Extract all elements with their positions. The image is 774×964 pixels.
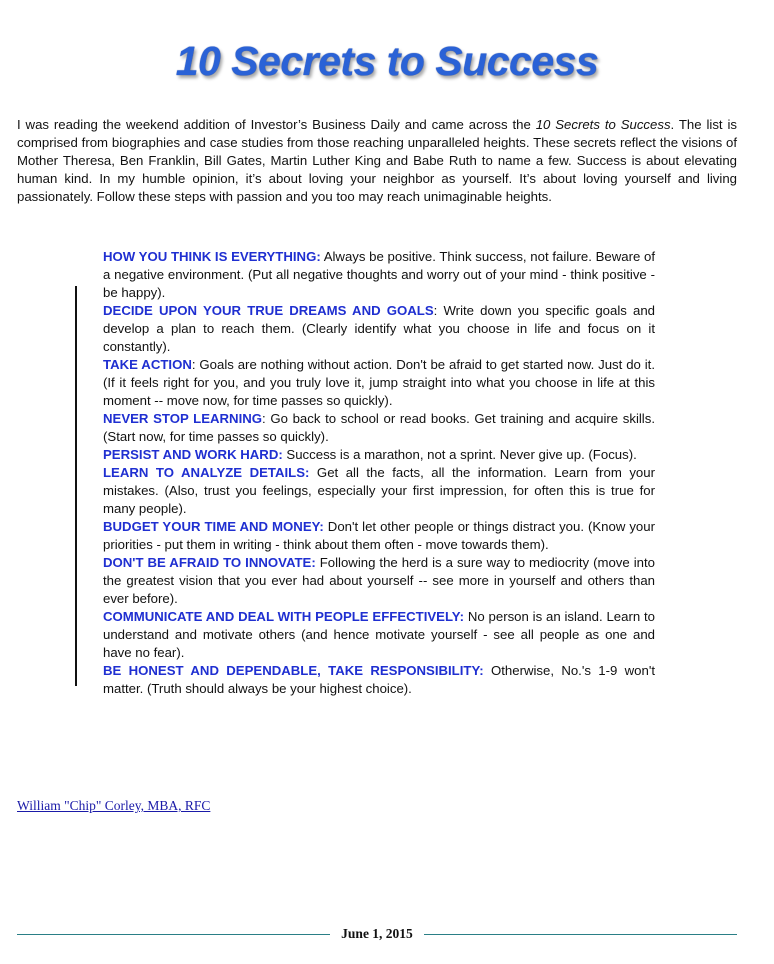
secret-text: : Write down you specific goals and develop a plan to reach them. (Clearly identify what you choose in life and focus on it constantly).	[103, 303, 656, 354]
secret-heading: DECIDE UPON YOUR TRUE DREAMS AND GOALS	[103, 303, 434, 318]
footer-rule-left	[17, 934, 330, 935]
secret-text: Get all the facts, all the information. Learn from your mistakes. (Also, trust you feelings, especially your first impression, for often this is true for many people).	[103, 465, 655, 516]
secret-heading: BUDGET YOUR TIME AND MONEY:	[103, 519, 324, 534]
footer-rule-right	[424, 934, 737, 935]
secret-item	[103, 608, 655, 662]
secret-heading: BE HONEST AND DEPENDABLE, TAKE RESPONSIBILITY:	[103, 663, 484, 678]
secret-item	[103, 302, 655, 356]
author-link[interactable]: William "Chip" Corley, MBA, RFC	[17, 798, 211, 813]
secret-item	[103, 410, 655, 446]
intro-text-end: . The list is comprised from biographies and case studies from those reaching unparalleled heights. These secrets reflect the visions of Mother Theresa, Ben Franklin, Bill Gates, Martin Luther King and Babe Ruth to name a few. Success is about elevating human kind. In my humble opinion, it’s about loving your neighbor as yourself. It’s about loving yourself and living passionately. Follow these steps with passion and you too may reach unimaginable heights.	[17, 117, 737, 204]
secret-heading: HOW YOU THINK IS EVERYTHING:	[103, 249, 321, 264]
secret-text: No person is an island. Learn to understand and motivate others (and hence motivate yourself - see all people as one and have no fear).	[103, 609, 655, 660]
secret-item	[103, 446, 655, 464]
secret-heading: COMMUNICATE AND DEAL WITH PEOPLE EFFECTIVELY:	[103, 609, 465, 624]
page-title: 10 Secrets to Success	[175, 38, 599, 84]
secret-text: Don't let other people or things distract you. (Know your priorities - put them in writing - think about them often - move towards them).	[103, 519, 655, 552]
secret-item	[103, 356, 655, 410]
secret-heading: NEVER STOP LEARNING	[103, 411, 263, 426]
margin-change-bar	[75, 286, 77, 686]
secret-item	[103, 518, 655, 554]
secret-text: Otherwise, No.'s 1-9 won't matter. (Truth should always be your highest choice).	[103, 663, 656, 696]
footer-date: June 1, 2015	[341, 926, 413, 941]
secret-heading: LEARN TO ANALYZE DETAILS:	[103, 465, 310, 480]
secret-heading: PERSIST AND WORK HARD:	[103, 447, 283, 462]
secret-heading: DON'T BE AFRAID TO INNOVATE:	[103, 555, 316, 570]
intro-paragraph	[17, 116, 737, 206]
secret-item	[103, 248, 655, 302]
secrets-list	[103, 248, 655, 698]
secret-heading: TAKE ACTION	[103, 357, 192, 372]
secret-item	[103, 554, 655, 608]
secret-item	[103, 662, 655, 698]
secret-text: Success is a marathon, not a sprint. Never give up. (Focus).	[282, 447, 637, 462]
secret-text: Following the herd is a sure way to mediocrity (move into the greatest vision that you ever had about yourself -- see more in yourself and others than ever before).	[103, 555, 655, 606]
secret-item	[103, 464, 655, 518]
secret-text: : Goals are nothing without action. Don't be afraid to get started now. Just do it. (If it feels right for you, and you truly love it, jump straight into what you choose in life at this moment -- move now, for time passes so quickly).	[103, 357, 655, 408]
secret-text: : Go back to school or read books. Get training and acquire skills. (Start now, for time passes so quickly).	[103, 411, 655, 444]
intro-text-start: I was reading the weekend addition of Investor’s Business Daily and came across the	[17, 117, 536, 132]
secret-text: Always be positive. Think success, not failure. Beware of a negative environment. (Put all negative thoughts and worry out of your mind - think positive - be happy).	[103, 249, 655, 300]
intro-italic-title: 10 Secrets to Success	[535, 117, 671, 132]
